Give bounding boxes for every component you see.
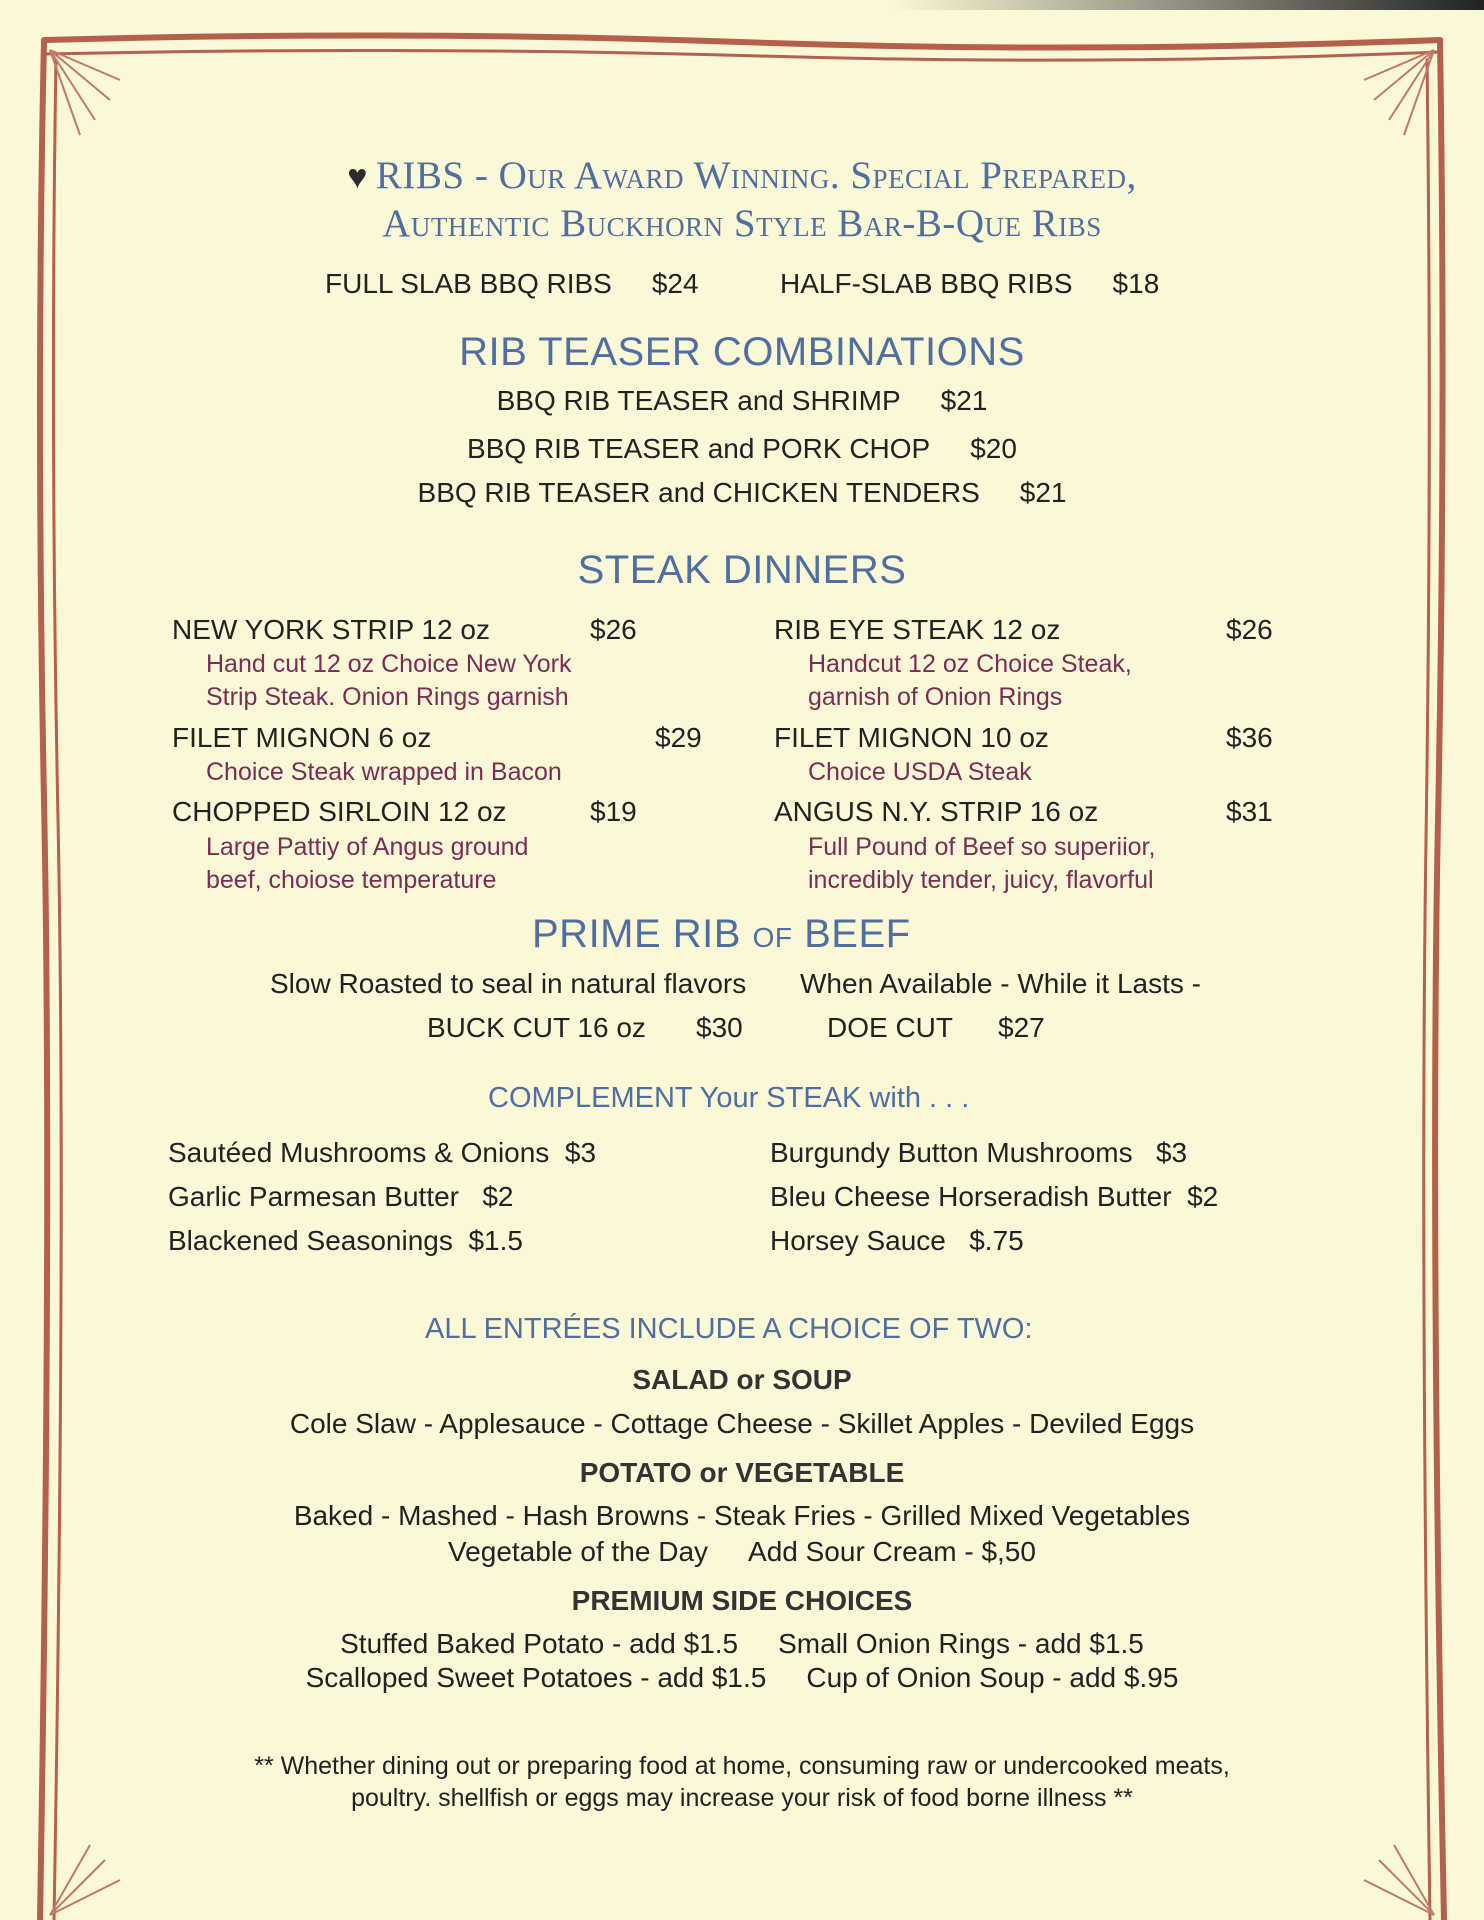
steak-right-0-desc1: Handcut 12 oz Choice Steak, [808, 650, 1132, 678]
steak-left-0-name: NEW YORK STRIP 12 oz [172, 614, 490, 645]
steak-right-2-desc1: Full Pound of Beef so superiior, [808, 833, 1156, 861]
add-sour-cream: Add Sour Cream - $,50 [748, 1536, 1036, 1567]
ribs-title [0, 152, 1484, 201]
potato-vegetable-heading: POTATO or VEGETABLE [579, 1457, 905, 1488]
potato-vegetable-options-2 [0, 1536, 1484, 1568]
item-price: $2 [482, 1181, 514, 1212]
rib-teaser-title: RIB TEASER COMBINATIONS [459, 330, 1025, 374]
half-slab-item [780, 268, 1159, 300]
item-name: Blackened Seasonings [168, 1225, 453, 1256]
complement-left-0 [168, 1137, 596, 1169]
item-price: $2 [1187, 1181, 1219, 1212]
vegetable-of-day: Vegetable of the Day [448, 1536, 709, 1567]
steak-left-1-price: $29 [655, 722, 702, 753]
food-safety-note-line2: poultry. shellfish or eggs may increase your risk of food borne illness ** [351, 1784, 1133, 1812]
heart-icon: ♥ [347, 159, 368, 196]
premium-item: Stuffed Baked Potato - add $1.5 [340, 1628, 739, 1659]
item-name: Garlic Parmesan Butter [168, 1181, 459, 1212]
item-name: Burgundy Button Mushrooms [770, 1137, 1133, 1168]
item-name: Bleu Cheese Horseradish Butter [770, 1181, 1172, 1212]
steak-right-1-desc1: Choice USDA Steak [808, 758, 1032, 786]
entrees-title: ALL ENTRÉES INCLUDE A CHOICE OF TWO: [425, 1313, 1033, 1345]
item-price: $21 [940, 385, 988, 416]
steak-left-1-desc1: Choice Steak wrapped in Bacon [206, 758, 562, 786]
steak-dinners-title: STEAK DINNERS [577, 548, 907, 592]
full-slab-item [325, 268, 699, 300]
steak-left-0-desc2: Strip Steak. Onion Rings garnish [206, 683, 569, 711]
item-price: $1.5 [468, 1225, 523, 1256]
prime-rib-title: PRIME RIB of BEEF [532, 912, 911, 956]
half-slab-name: HALF-SLAB BBQ RIBS [780, 268, 1073, 299]
premium-item: Scalloped Sweet Potatoes - add $1.5 [305, 1662, 767, 1693]
doe-cut-price: $27 [998, 1012, 1045, 1043]
steak-left-0-price: $26 [590, 614, 637, 645]
salad-soup-options: Cole Slaw - Applesauce - Cottage Cheese - Skillet Apples - Deviled Eggs [289, 1408, 1195, 1439]
item-name: BBQ RIB TEASER and CHICKEN TENDERS [417, 477, 980, 508]
steak-left-2-desc2: beef, choiose temperature [206, 866, 497, 894]
item-name: Sautéed Mushrooms & Onions [168, 1137, 550, 1168]
prime-rib-availability: When Available - While it Lasts - [800, 968, 1201, 999]
steak-right-2-name: ANGUS N.Y. STRIP 16 oz [774, 796, 1099, 827]
steak-left-2-desc1: Large Pattiy of Angus ground [206, 833, 529, 861]
steak-left-1-name: FILET MIGNON 6 oz [172, 722, 432, 753]
item-name: BBQ RIB TEASER and SHRIMP [496, 385, 901, 416]
steak-right-2-price: $31 [1226, 796, 1273, 827]
complement-right-2 [770, 1225, 1024, 1257]
potato-vegetable-options: Baked - Mashed - Hash Browns - Steak Fries - Grilled Mixed Vegetables [293, 1500, 1191, 1531]
steak-right-1-price: $36 [1226, 722, 1273, 753]
complement-left-1 [168, 1181, 514, 1213]
ribs-title-line2: Authentic Buckhorn Style Bar-B-Que Ribs [382, 202, 1102, 245]
salad-soup-heading: SALAD or SOUP [632, 1364, 852, 1395]
item-price: $3 [564, 1137, 597, 1168]
rib-teaser-item-chicken [0, 477, 1484, 509]
steak-right-2-desc2: incredibly tender, juicy, flavorful [808, 866, 1154, 894]
premium-item: Cup of Onion Soup - add $.95 [806, 1662, 1179, 1693]
complement-left-2 [168, 1225, 523, 1257]
item-name: Horsey Sauce [770, 1225, 946, 1256]
complement-title: COMPLEMENT Your STEAK with . . . [488, 1082, 970, 1114]
steak-right-0-desc2: garnish of Onion Rings [808, 683, 1063, 711]
steak-left-0-desc1: Hand cut 12 oz Choice New York [206, 650, 572, 678]
food-safety-note-line1: ** Whether dining out or preparing food at home, consuming raw or undercooked meats, [254, 1752, 1230, 1780]
buck-cut-price: $30 [696, 1012, 743, 1043]
rib-teaser-item-pork-chop [0, 433, 1484, 465]
prime-rib-desc: Slow Roasted to seal in natural flavors [270, 968, 747, 999]
item-name: BBQ RIB TEASER and PORK CHOP [467, 433, 931, 464]
complement-right-0 [770, 1137, 1187, 1169]
doe-cut-name: DOE CUT [827, 1012, 953, 1043]
steak-right-0-price: $26 [1226, 614, 1273, 645]
full-slab-price: $24 [651, 268, 699, 299]
item-price: $3 [1155, 1137, 1188, 1168]
item-price: $20 [970, 433, 1017, 464]
premium-sides-row-1 [0, 1628, 1484, 1660]
steak-right-1-name: FILET MIGNON 10 oz [774, 722, 1049, 753]
item-price: $21 [1019, 477, 1067, 508]
ribs-title-line1: RIBS - Our Award Winning. Special Prepared, [375, 154, 1137, 197]
buck-cut-name: BUCK CUT 16 oz [427, 1012, 646, 1043]
premium-sides-row-2 [0, 1662, 1484, 1694]
half-slab-price: $18 [1112, 268, 1160, 299]
premium-item: Small Onion Rings - add $1.5 [778, 1628, 1144, 1659]
premium-sides-heading: PREMIUM SIDE CHOICES [571, 1585, 913, 1616]
item-price: $.75 [969, 1225, 1024, 1256]
full-slab-name: FULL SLAB BBQ RIBS [325, 268, 612, 299]
steak-right-0-name: RIB EYE STEAK 12 oz [774, 614, 1061, 645]
steak-left-2-name: CHOPPED SIRLOIN 12 oz [172, 796, 507, 827]
complement-right-1 [770, 1181, 1218, 1213]
steak-left-2-price: $19 [590, 796, 637, 827]
rib-teaser-item-shrimp [0, 385, 1484, 417]
